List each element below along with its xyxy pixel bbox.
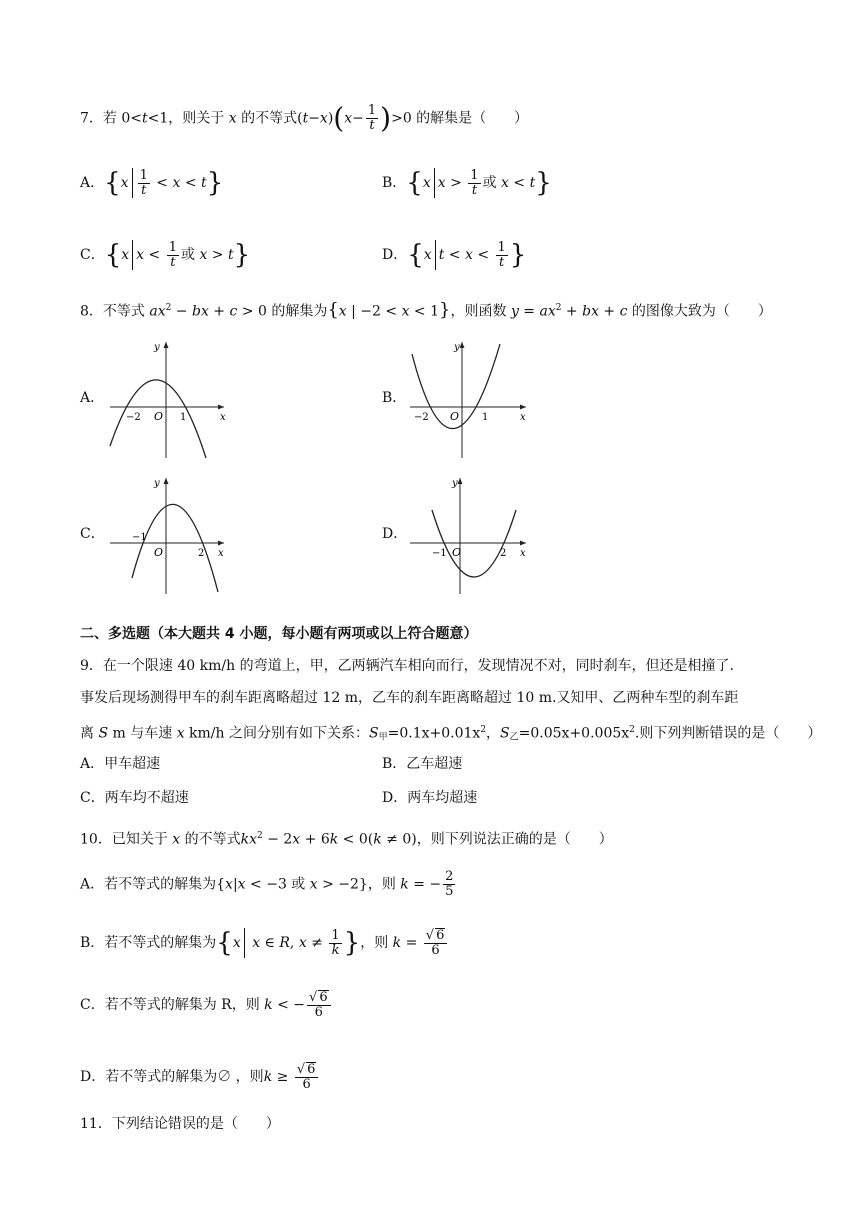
q9-option-d[interactable]: D．两车均超速 — [382, 790, 478, 806]
q7-stem: 7．若 0<t<1，则关于 x 的不等式(t−x)(x− $\frac{1}{t}$ )>0 的解集是（ ） — [80, 101, 529, 135]
section-2-title: 二、多选题（本大题共 4 小题，每小题有两项或以上符合题意） — [80, 626, 478, 642]
graph-d-left-root: −1 — [432, 548, 447, 559]
graph-a — [102, 338, 242, 464]
q8-stem: 8．不等式 $ax^2$ − bx + c > 0 的解集为{x | −2 < x < 1}，则函数 $y = ax^2$ + bx + c 的图像大致为（ ） — [80, 299, 772, 321]
q10-option-b[interactable]: B．若不等式的解集为{x x ∈ R, x ≠ $\frac{1}{k}$ }，则 k = $\frac{√ 6}{6}$ — [80, 928, 449, 958]
graph-d-origin: O — [452, 546, 462, 559]
q9-option-c[interactable]: C．两车均不超速 — [80, 790, 189, 806]
graph-b-origin: O — [450, 410, 460, 423]
graph-a-origin: O — [154, 410, 164, 423]
graph-c-y-label: y — [154, 478, 160, 489]
graph-b-x-label: x — [520, 412, 526, 423]
graph-d-y-label: y — [452, 478, 458, 489]
q8-option-b-label[interactable]: B． — [382, 390, 407, 406]
q10-option-a[interactable]: A．若不等式的解集为{x|x < −3 或 x > −2}，则 k = − $\frac{2}{5}$ — [80, 869, 454, 899]
q7-option-a[interactable]: A．{x $\frac{1}{t}$ < x < t} — [80, 167, 224, 198]
graph-a-left-root: −2 — [126, 412, 141, 423]
q9-line-3: 离 S m 与车速 x km/h 之间分别有如下关系：$S_甲=0.1x+0.01x^2$，$S_乙=0.05x+0.005x^2$.则下列判断错误的是（ ） — [80, 725, 822, 743]
q8-option-d-label[interactable]: D． — [382, 526, 408, 542]
graph-b-left-root: −2 — [414, 412, 429, 423]
q10-option-d[interactable]: D．若不等式的解集为∅ ，则k ≥ $\frac{√ 6}{6}$ — [80, 1062, 320, 1092]
q9-option-b[interactable]: B．乙车超速 — [382, 756, 463, 772]
graph-a-x-label: x — [220, 412, 226, 423]
q9-line-2: 事发后现场测得甲车的刹车距离略超过 12 m，乙车的刹车距离略超过 10 m.又知甲、乙两种车型的刹车距 — [80, 690, 739, 706]
graph-d-x-label: x — [520, 548, 526, 559]
graph-a-y-label: y — [154, 342, 160, 353]
graph-b-right-root: 1 — [482, 412, 489, 423]
graph-d — [402, 474, 542, 600]
q9-option-a[interactable]: A．甲车超速 — [80, 756, 161, 772]
graph-c — [102, 474, 242, 600]
q11-stem: 11．下列结论错误的是（ ） — [80, 1116, 280, 1132]
q8-option-c-label[interactable]: C． — [80, 526, 105, 542]
graph-b-y-label: y — [454, 342, 460, 353]
graph-a-right-root: 1 — [180, 412, 187, 423]
graph-c-left-root: −1 — [132, 532, 147, 543]
graph-c-origin: O — [154, 546, 164, 559]
graph-d-right-root: 2 — [500, 548, 507, 559]
graph-c-x-label: x — [218, 548, 224, 559]
q7-option-b[interactable]: B．{x x > $\frac{1}{t}$ 或 x < t} — [382, 167, 552, 198]
q7-option-d[interactable]: D．{x t < x < $\frac{1}{t}$ } — [382, 239, 527, 270]
q9-line-1: 9．在一个限速 40 km/h 的弯道上，甲，乙两辆汽车相向而行，发现情况不对，同时刹车，但还是相撞了. — [80, 658, 735, 674]
q8-option-a-label[interactable]: A． — [80, 390, 105, 406]
q10-stem: 10．已知关于 x 的不等式$kx^2 - 2x + 6k < 0(k \ne 0)$，则下列说法正确的是（ ） — [80, 831, 613, 848]
graph-c-right-root: 2 — [198, 548, 205, 559]
q7-option-c[interactable]: C．{x x < $\frac{1}{t}$ 或 x > t} — [80, 239, 251, 270]
q10-option-c[interactable]: C．若不等式的解集为 R，则 k < − $\frac{√ 6}{6}$ — [80, 990, 333, 1020]
graph-b — [402, 338, 542, 464]
